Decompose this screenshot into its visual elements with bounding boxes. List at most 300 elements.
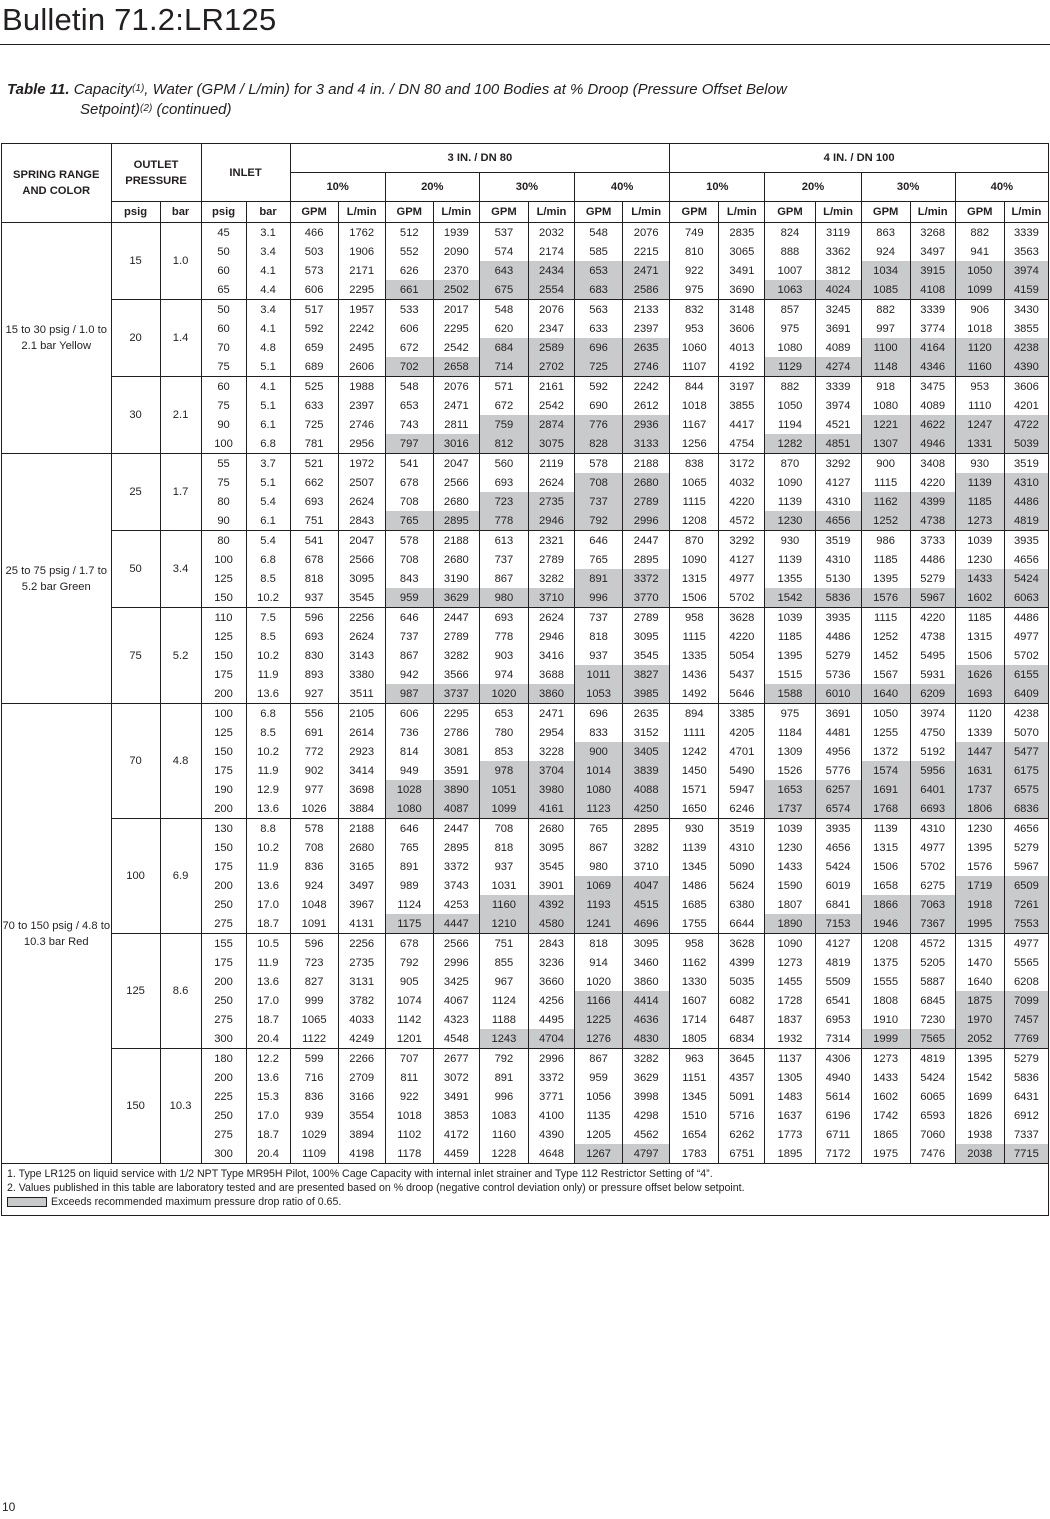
gpm-cell: 958 <box>670 608 719 628</box>
gpm-cell: 1194 <box>765 415 815 434</box>
gpm-cell: 1273 <box>861 1049 910 1069</box>
table-row <box>2 300 1049 320</box>
lmin-cell: 3770 <box>623 588 670 608</box>
lmin-cell: 6836 <box>1004 799 1048 819</box>
lmin-header: L/min <box>1004 202 1048 223</box>
gpm-cell: 1039 <box>765 608 815 628</box>
inlet-psig-cell: 100 <box>201 434 246 454</box>
gpm-cell: 1395 <box>955 838 1004 857</box>
lmin-cell: 2635 <box>623 338 670 357</box>
bar-header: bar <box>246 202 290 223</box>
lmin-cell: 2895 <box>433 511 479 531</box>
gpm-cell: 1065 <box>290 1010 338 1029</box>
gpm-cell: 1060 <box>670 338 719 357</box>
gpm-cell: 1230 <box>955 819 1004 839</box>
lmin-cell: 5490 <box>719 761 765 780</box>
gpm-cell: 918 <box>861 377 910 397</box>
lmin-cell: 4486 <box>910 550 955 569</box>
lmin-cell: 3197 <box>719 377 765 397</box>
outlet-psig-cell: 150 <box>111 1049 160 1164</box>
lmin-cell: 3491 <box>719 261 765 280</box>
lmin-cell: 4572 <box>910 934 955 954</box>
lmin-cell: 4032 <box>719 473 765 492</box>
inlet-psig-cell: 200 <box>201 684 246 704</box>
lmin-header: L/min <box>815 202 861 223</box>
lmin-cell: 4033 <box>338 1010 385 1029</box>
gpm-cell: 1018 <box>670 396 719 415</box>
lmin-cell: 2956 <box>338 434 385 454</box>
lmin-cell: 6063 <box>1004 588 1048 608</box>
gpm-cell: 1256 <box>670 434 719 454</box>
lmin-cell: 5039 <box>1004 434 1048 454</box>
table-row <box>2 454 1049 474</box>
inlet-bar-cell: 11.9 <box>246 857 290 876</box>
gpm-cell: 1124 <box>385 895 433 914</box>
lmin-cell: 7099 <box>1004 991 1048 1010</box>
gpm-cell: 780 <box>479 723 528 742</box>
gpm-cell: 596 <box>290 934 338 954</box>
lmin-cell: 4819 <box>1004 511 1048 531</box>
lmin-cell: 3710 <box>528 588 574 608</box>
gpm-cell: 563 <box>575 300 623 320</box>
lmin-cell: 2397 <box>623 319 670 338</box>
gpm-cell: 888 <box>765 242 815 261</box>
lmin-cell: 2076 <box>623 223 670 243</box>
gpm-cell: 1447 <box>955 742 1004 761</box>
lmin-cell: 4946 <box>910 434 955 454</box>
lmin-cell: 6196 <box>815 1106 861 1125</box>
lmin-cell: 6409 <box>1004 684 1048 704</box>
lmin-cell: 5836 <box>1004 1068 1048 1087</box>
lmin-cell: 6082 <box>719 991 765 1010</box>
gpm-cell: 1160 <box>479 895 528 914</box>
inlet-psig-cell: 130 <box>201 819 246 839</box>
lmin-cell: 6845 <box>910 991 955 1010</box>
gpm-cell: 996 <box>575 588 623 608</box>
lmin-cell: 4192 <box>719 357 765 377</box>
lmin-cell: 3362 <box>815 242 861 261</box>
lmin-cell: 4572 <box>719 511 765 531</box>
lmin-cell: 4220 <box>910 608 955 628</box>
gpm-cell: 891 <box>385 857 433 876</box>
gpm-cell: 708 <box>290 838 338 857</box>
lmin-cell: 2789 <box>433 627 479 646</box>
lmin-cell: 2789 <box>623 608 670 628</box>
lmin-cell: 4249 <box>338 1029 385 1049</box>
gpm-cell: 1139 <box>765 492 815 511</box>
gpm-cell: 1107 <box>670 357 719 377</box>
gpm-cell: 1395 <box>765 646 815 665</box>
gpm-cell: 1755 <box>670 914 719 934</box>
lmin-cell: 6953 <box>815 1010 861 1029</box>
lmin-cell: 3095 <box>528 838 574 857</box>
inlet-psig-cell: 80 <box>201 531 246 551</box>
lmin-cell: 3901 <box>528 876 574 895</box>
gpm-cell: 914 <box>575 953 623 972</box>
inlet-psig-cell: 155 <box>201 934 246 954</box>
droop-header: 20% <box>765 173 861 202</box>
lmin-cell: 2735 <box>338 953 385 972</box>
gpm-cell: 975 <box>765 319 815 338</box>
gpm-cell: 1510 <box>670 1106 719 1125</box>
gpm-cell: 1074 <box>385 991 433 1010</box>
gpm-cell: 574 <box>479 242 528 261</box>
lmin-cell: 2614 <box>338 723 385 742</box>
lmin-cell: 1762 <box>338 223 385 243</box>
inlet-psig-cell: 60 <box>201 377 246 397</box>
gpm-cell: 975 <box>765 704 815 724</box>
gpm-cell: 1252 <box>861 511 910 531</box>
gpm-cell: 844 <box>670 377 719 397</box>
gpm-cell: 765 <box>575 550 623 569</box>
lmin-cell: 3890 <box>433 780 479 799</box>
lmin-cell: 3660 <box>528 972 574 991</box>
gpm-cell: 696 <box>575 704 623 724</box>
gpm-cell: 1307 <box>861 434 910 454</box>
inlet-psig-cell: 300 <box>201 1029 246 1049</box>
gpm-cell: 678 <box>385 473 433 492</box>
gpm-cell: 1526 <box>765 761 815 780</box>
lmin-cell: 4521 <box>815 415 861 434</box>
gpm-cell: 1028 <box>385 780 433 799</box>
inlet-bar-cell: 3.4 <box>246 242 290 261</box>
gpm-cell: 533 <box>385 300 433 320</box>
gpm-cell: 905 <box>385 972 433 991</box>
gpm-cell: 1970 <box>955 1010 1004 1029</box>
outlet-psig-cell: 30 <box>111 377 160 454</box>
lmin-cell: 3554 <box>338 1106 385 1125</box>
inlet-psig-cell: 200 <box>201 1068 246 1087</box>
lmin-cell: 5967 <box>1004 857 1048 876</box>
lmin-cell: 2624 <box>338 627 385 646</box>
gpm-cell: 927 <box>290 684 338 704</box>
gpm-cell: 942 <box>385 665 433 684</box>
gpm-cell: 708 <box>385 492 433 511</box>
gpm-cell: 1099 <box>955 280 1004 300</box>
gpm-cell: 924 <box>861 242 910 261</box>
gpm-cell: 1910 <box>861 1010 910 1029</box>
lmin-cell: 5931 <box>910 665 955 684</box>
lmin-cell: 4298 <box>623 1106 670 1125</box>
gpm-cell: 882 <box>861 300 910 320</box>
lmin-cell: 6912 <box>1004 1106 1048 1125</box>
gpm-cell: 578 <box>385 531 433 551</box>
lmin-cell: 3935 <box>815 608 861 628</box>
outlet-bar-cell: 2.1 <box>160 377 201 454</box>
gpm-cell: 2052 <box>955 1029 1004 1049</box>
outlet-bar-cell: 5.2 <box>160 608 201 704</box>
gpm-cell: 689 <box>290 357 338 377</box>
lmin-cell: 2542 <box>528 396 574 415</box>
lmin-cell: 3935 <box>1004 531 1048 551</box>
lmin-cell: 2612 <box>623 396 670 415</box>
lmin-cell: 3519 <box>815 531 861 551</box>
droop-header: 10% <box>290 173 385 202</box>
lmin-cell: 3131 <box>338 972 385 991</box>
gpm-cell: 1029 <box>290 1125 338 1144</box>
gpm-cell: 1205 <box>575 1125 623 1144</box>
lmin-cell: 4701 <box>719 742 765 761</box>
lmin-cell: 4024 <box>815 280 861 300</box>
lmin-cell: 1972 <box>338 454 385 474</box>
gpm-cell: 548 <box>385 377 433 397</box>
inlet-psig-cell: 200 <box>201 799 246 819</box>
gpm-cell: 1728 <box>765 991 815 1010</box>
lmin-cell: 5702 <box>719 588 765 608</box>
gpm-cell: 1433 <box>955 569 1004 588</box>
gpm-cell: 653 <box>385 396 433 415</box>
gpm-cell: 867 <box>385 646 433 665</box>
gpm-cell: 1436 <box>670 665 719 684</box>
lmin-cell: 4940 <box>815 1068 861 1087</box>
droop-header: 30% <box>479 173 574 202</box>
gpm-cell: 857 <box>765 300 815 320</box>
lmin-cell: 3268 <box>910 223 955 243</box>
inlet-bar-cell: 18.7 <box>246 914 290 934</box>
inlet-bar-cell: 4.1 <box>246 377 290 397</box>
gpm-cell: 1542 <box>955 1068 1004 1087</box>
inlet-psig-cell: 100 <box>201 550 246 569</box>
gpm-cell: 693 <box>290 627 338 646</box>
inlet-bar-cell: 20.4 <box>246 1144 290 1164</box>
lmin-cell: 4127 <box>719 550 765 569</box>
lmin-cell: 4447 <box>433 914 479 934</box>
gpm-cell: 1099 <box>479 799 528 819</box>
inlet-psig-cell: 250 <box>201 1106 246 1125</box>
lmin-cell: 3408 <box>910 454 955 474</box>
gpm-cell: 1335 <box>670 646 719 665</box>
gpm-cell: 1185 <box>955 492 1004 511</box>
gpm-cell: 772 <box>290 742 338 761</box>
inlet-bar-cell: 6.1 <box>246 511 290 531</box>
gpm-cell: 736 <box>385 723 433 742</box>
gpm-cell: 1658 <box>861 876 910 895</box>
gpm-cell: 1124 <box>479 991 528 1010</box>
lmin-cell: 2502 <box>433 280 479 300</box>
gpm-cell: 867 <box>479 569 528 588</box>
lmin-cell: 2215 <box>623 242 670 261</box>
gpm-cell: 1230 <box>765 838 815 857</box>
inlet-psig-cell: 175 <box>201 761 246 780</box>
inlet-bar-cell: 11.9 <box>246 665 290 684</box>
lmin-cell: 2397 <box>338 396 385 415</box>
gpm-cell: 620 <box>479 319 528 338</box>
gpm-cell: 1230 <box>765 511 815 531</box>
lmin-cell: 4851 <box>815 434 861 454</box>
lmin-cell: 2996 <box>433 953 479 972</box>
inlet-psig-cell: 90 <box>201 415 246 434</box>
gpm-cell: 953 <box>955 377 1004 397</box>
gpm-cell: 1255 <box>861 723 910 742</box>
inlet-psig-cell: 300 <box>201 1144 246 1164</box>
lmin-cell: 3372 <box>623 569 670 588</box>
lmin-cell: 4013 <box>719 338 765 357</box>
gpm-header: GPM <box>479 202 528 223</box>
lmin-cell: 6401 <box>910 780 955 799</box>
gpm-cell: 1555 <box>861 972 910 991</box>
gpm-cell: 1640 <box>955 972 1004 991</box>
lmin-cell: 2447 <box>433 819 479 839</box>
lmin-cell: 5646 <box>719 684 765 704</box>
gpm-cell: 958 <box>670 934 719 954</box>
lmin-cell: 3519 <box>1004 454 1048 474</box>
gpm-cell: 1056 <box>575 1087 623 1106</box>
lmin-cell: 4310 <box>815 550 861 569</box>
inlet-psig-cell: 50 <box>201 300 246 320</box>
lmin-cell: 4399 <box>910 492 955 511</box>
gpm-cell: 1193 <box>575 895 623 914</box>
lmin-cell: 7457 <box>1004 1010 1048 1029</box>
inlet-bar-cell: 10.2 <box>246 588 290 608</box>
lmin-cell: 5279 <box>815 646 861 665</box>
gpm-cell: 1102 <box>385 1125 433 1144</box>
lmin-cell: 6693 <box>910 799 955 819</box>
table-row <box>2 819 1049 839</box>
note-1: 1. Type LR125 on liquid service with 1/2 NPT Type MR95H Pilot, 100% Cage Capacity with internal inlet strainer and Type 112 Restrictor Setting of “4”. <box>7 1168 713 1180</box>
lmin-cell: 3072 <box>433 1068 479 1087</box>
gpm-cell: 900 <box>575 742 623 761</box>
lmin-cell: 3915 <box>910 261 955 280</box>
lmin-cell: 6019 <box>815 876 861 895</box>
lmin-cell: 4956 <box>815 742 861 761</box>
gpm-cell: 541 <box>290 531 338 551</box>
gpm-cell: 778 <box>479 511 528 531</box>
lmin-cell: 4089 <box>910 396 955 415</box>
outlet-psig-cell: 15 <box>111 223 160 300</box>
gpm-cell: 930 <box>955 454 1004 474</box>
gpm-cell: 548 <box>479 300 528 320</box>
lmin-cell: 4159 <box>1004 280 1048 300</box>
gpm-cell: 659 <box>290 338 338 357</box>
lmin-cell: 3935 <box>815 819 861 839</box>
gpm-cell: 776 <box>575 415 623 434</box>
lmin-cell: 3774 <box>910 319 955 338</box>
lmin-cell: 3860 <box>623 972 670 991</box>
gpm-cell: 1142 <box>385 1010 433 1029</box>
table-row <box>2 223 1049 243</box>
gpm-cell: 1160 <box>479 1125 528 1144</box>
inlet-bar-cell: 3.1 <box>246 223 290 243</box>
outlet-bar-cell: 6.9 <box>160 819 201 934</box>
gpm-cell: 893 <box>290 665 338 684</box>
caption-text-b: , Water (GPM / L/min) for 3 and 4 in. / DN 80 and 100 Bodies at % Droop (Pressure Offset Below <box>144 81 787 98</box>
lmin-cell: 3282 <box>528 569 574 588</box>
inlet-psig-cell: 275 <box>201 1125 246 1144</box>
lmin-cell: 2677 <box>433 1049 479 1069</box>
gpm-cell: 894 <box>670 704 719 724</box>
gpm-cell: 1080 <box>765 338 815 357</box>
lmin-cell: 5477 <box>1004 742 1048 761</box>
header-rule <box>0 44 1050 45</box>
lmin-cell: 4047 <box>623 876 670 895</box>
gpm-cell: 811 <box>385 1068 433 1087</box>
lmin-cell: 2635 <box>623 704 670 724</box>
droop-header: 40% <box>955 173 1048 202</box>
lmin-cell: 3292 <box>815 454 861 474</box>
lmin-cell: 4346 <box>910 357 955 377</box>
lmin-cell: 5509 <box>815 972 861 991</box>
lmin-cell: 3645 <box>719 1049 765 1069</box>
lmin-cell: 5424 <box>815 857 861 876</box>
lmin-cell: 4390 <box>528 1125 574 1144</box>
lmin-cell: 5565 <box>1004 953 1048 972</box>
lmin-cell: 4722 <box>1004 415 1048 434</box>
lmin-cell: 2471 <box>433 396 479 415</box>
gpm-cell: 643 <box>479 261 528 280</box>
lmin-cell: 5091 <box>719 1087 765 1106</box>
lmin-cell: 2542 <box>433 338 479 357</box>
lmin-cell: 3065 <box>719 242 765 261</box>
gpm-cell: 1011 <box>575 665 623 684</box>
gpm-cell: 1065 <box>670 473 719 492</box>
inlet-bar-cell: 6.8 <box>246 704 290 724</box>
lmin-cell: 5424 <box>910 1068 955 1087</box>
gpm-cell: 578 <box>575 454 623 474</box>
lmin-cell: 4310 <box>815 492 861 511</box>
lmin-cell: 2680 <box>338 838 385 857</box>
lmin-cell: 3998 <box>623 1087 670 1106</box>
lmin-cell: 2076 <box>528 300 574 320</box>
gpm-cell: 1031 <box>479 876 528 895</box>
gpm-cell: 1039 <box>765 819 815 839</box>
inlet-psig-cell: 175 <box>201 857 246 876</box>
gpm-cell: 1228 <box>479 1144 528 1164</box>
lmin-cell: 5614 <box>815 1087 861 1106</box>
lmin-cell: 7063 <box>910 895 955 914</box>
lmin-cell: 3690 <box>719 280 765 300</box>
lmin-cell: 3016 <box>433 434 479 454</box>
lmin-cell: 3629 <box>623 1068 670 1087</box>
lmin-cell: 2171 <box>338 261 385 280</box>
gpm-cell: 937 <box>290 588 338 608</box>
inlet-bar-cell: 6.1 <box>246 415 290 434</box>
gpm-cell: 1590 <box>765 876 815 895</box>
lmin-cell: 2835 <box>719 223 765 243</box>
inlet-bar-cell: 17.0 <box>246 895 290 914</box>
lmin-cell: 3563 <box>1004 242 1048 261</box>
gpm-cell: 1018 <box>385 1106 433 1125</box>
gpm-cell: 693 <box>479 608 528 628</box>
inlet-bar-cell: 4.1 <box>246 261 290 280</box>
gpm-cell: 1063 <box>765 280 815 300</box>
lmin-cell: 3339 <box>1004 223 1048 243</box>
lmin-cell: 3884 <box>338 799 385 819</box>
gpm-header: GPM <box>290 202 338 223</box>
gpm-cell: 1111 <box>670 723 719 742</box>
gpm-cell: 1135 <box>575 1106 623 1125</box>
gpm-cell: 537 <box>479 223 528 243</box>
gpm-cell: 1241 <box>575 914 623 934</box>
lmin-cell: 3743 <box>433 876 479 895</box>
lmin-cell: 4220 <box>719 627 765 646</box>
inlet-psig-cell: 60 <box>201 261 246 280</box>
lmin-cell: 5205 <box>910 953 955 972</box>
gpm-cell: 959 <box>385 588 433 608</box>
lmin-cell: 6711 <box>815 1125 861 1144</box>
gpm-header: GPM <box>385 202 433 223</box>
lmin-cell: 4622 <box>910 415 955 434</box>
outlet-psig-cell: 25 <box>111 454 160 531</box>
lmin-cell: 3606 <box>719 319 765 338</box>
inlet-bar-cell: 8.5 <box>246 569 290 588</box>
lmin-cell: 2709 <box>338 1068 385 1087</box>
lmin-header: L/min <box>433 202 479 223</box>
gpm-cell: 1069 <box>575 876 623 895</box>
gpm-cell: 1026 <box>290 799 338 819</box>
lmin-cell: 4100 <box>528 1106 574 1125</box>
lmin-cell: 2188 <box>433 531 479 551</box>
lmin-cell: 3405 <box>623 742 670 761</box>
